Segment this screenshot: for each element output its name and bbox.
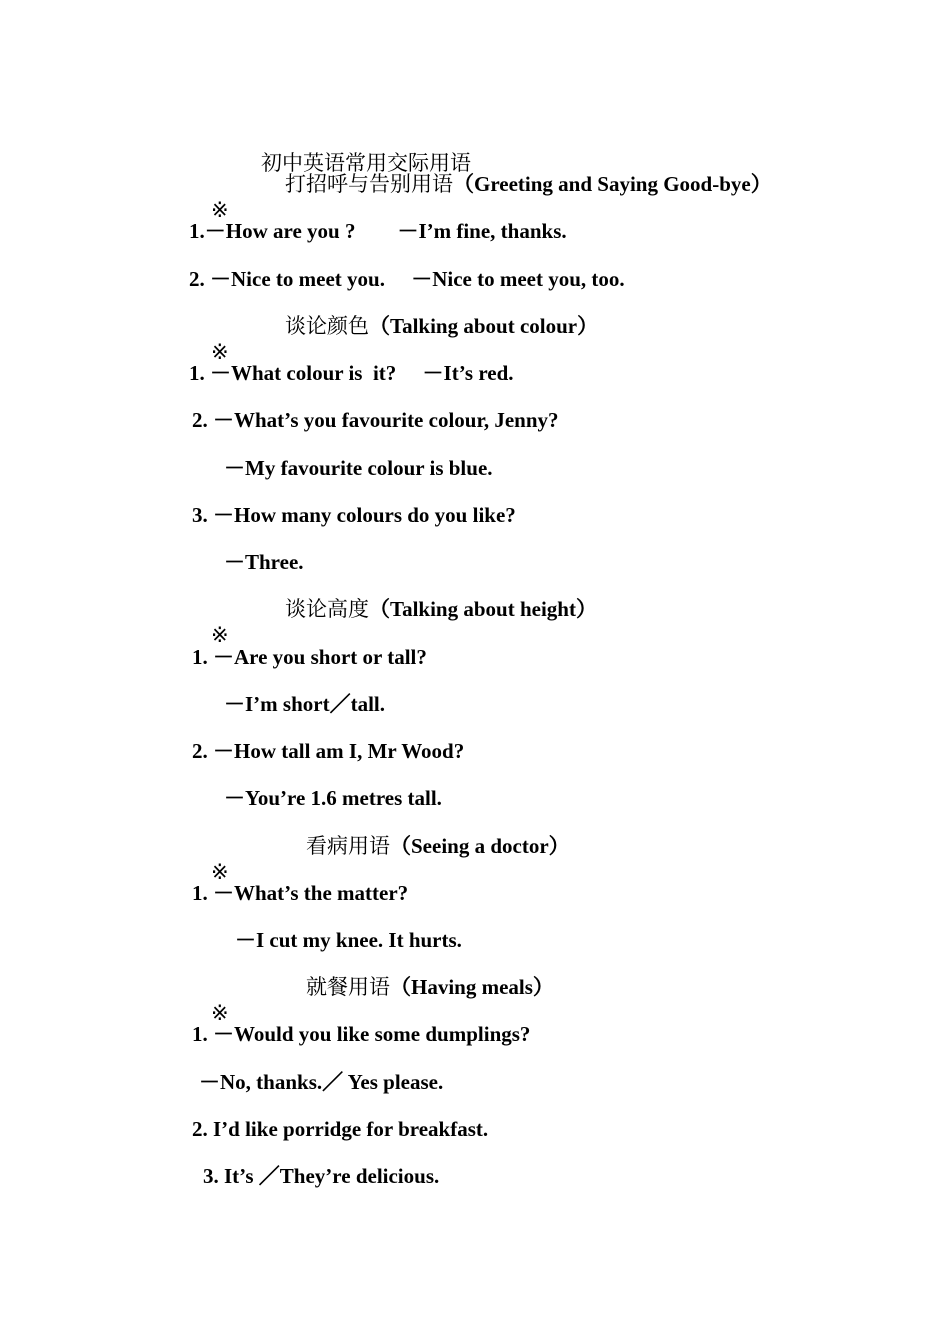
- dialogue-line: 3. It’s ／They’re delicious.: [203, 1164, 440, 1188]
- reference-mark: ※: [211, 1001, 229, 1025]
- section-heading-cn: 就餐用语: [306, 975, 390, 999]
- dialogue-line: －Three.: [224, 550, 304, 574]
- section-heading-height-text: [285, 596, 597, 622]
- dialogue-line: －No, thanks.／ Yes please.: [199, 1070, 444, 1094]
- reference-mark: ※: [211, 623, 229, 647]
- dialogue-line: 1. －What colour is it? －It’s red.: [189, 361, 514, 385]
- section-heading-meals-text: [306, 974, 554, 1000]
- section-heading-en: （Talking about colour）: [369, 314, 599, 338]
- section-heading-doctor-text: [306, 833, 570, 859]
- dialogue-line: 2. －Nice to meet you. －Nice to meet you, too.: [189, 267, 625, 291]
- reference-mark: ※: [211, 198, 229, 222]
- dialogue-line: 1. －Are you short or tall?: [192, 645, 427, 669]
- section-heading-en: （Having meals）: [390, 975, 554, 999]
- section-heading-cn: 谈论颜色: [285, 314, 369, 338]
- section-heading-cn: 谈论高度: [285, 597, 369, 621]
- section-heading-en: （Greeting and Saying Good-bye）: [453, 172, 772, 196]
- section-heading-en: （Seeing a doctor）: [390, 834, 570, 858]
- dialogue-line: －I’m short／tall.: [224, 692, 385, 716]
- dialogue-line: －I cut my knee. It hurts.: [235, 928, 462, 952]
- dialogue-line: 2. I’d like porridge for breakfast.: [192, 1117, 489, 1141]
- dialogue-line: 2. －How tall am I, Mr Wood?: [192, 739, 465, 763]
- reference-mark: ※: [211, 340, 229, 364]
- dialogue-line: 1.－How are you ? －I’m fine, thanks.: [189, 219, 567, 243]
- reference-mark: ※: [211, 860, 229, 884]
- dialogue-line: 2. －What’s you favourite colour, Jenny?: [192, 408, 559, 432]
- section-heading-cn: 打招呼与告别用语: [285, 172, 453, 196]
- dialogue-line: －You’re 1.6 metres tall.: [224, 786, 442, 810]
- dialogue-line: 1. －What’s the matter?: [192, 881, 409, 905]
- document-title-text: 初中英语常用交际用语: [261, 151, 471, 175]
- section-heading-cn: 看病用语: [306, 834, 390, 858]
- dialogue-line: 1. －Would you like some dumplings?: [192, 1022, 531, 1046]
- dialogue-line: 3. －How many colours do you like?: [192, 503, 516, 527]
- section-heading-greeting-text: [285, 171, 772, 197]
- section-heading-en: （Talking about height）: [369, 597, 597, 621]
- section-heading-colour-text: [285, 313, 598, 339]
- dialogue-line: －My favourite colour is blue.: [224, 456, 493, 480]
